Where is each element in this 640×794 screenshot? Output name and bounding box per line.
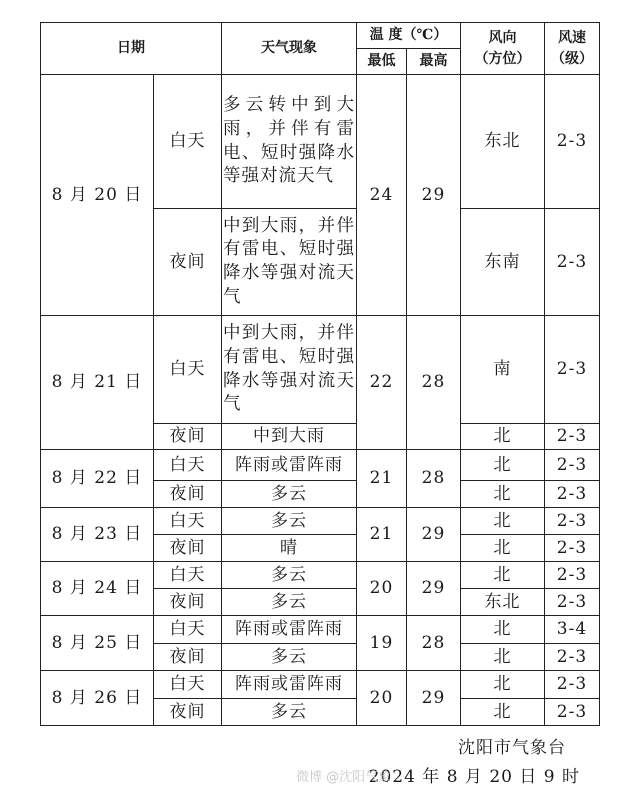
min-temp-cell-text: 22 [369, 372, 394, 393]
min-temp-cell [357, 616, 407, 671]
header-wind-direction [461, 23, 545, 75]
watermark: 微博 @沈阳气象 [296, 770, 392, 785]
header-wind-speed-unit: （级） [551, 50, 593, 67]
period-cell-text: 夜间 [169, 251, 206, 272]
period-cell [154, 671, 222, 699]
weather-cell [222, 316, 357, 424]
wind-speed-cell-text: 2-3 [556, 591, 588, 612]
min-temp-cell [357, 450, 407, 508]
wind-direction-cell [461, 481, 545, 508]
period-cell-text: 夜间 [169, 537, 206, 558]
issuing-organization: 沈阳市气象台 [458, 738, 566, 758]
table-row [41, 562, 600, 589]
min-temp-cell-text: 21 [369, 524, 394, 545]
weather-cell-text: 中到大雨，并伴有雷电、短时强降水等强对流天气 [223, 215, 355, 307]
min-temp-cell [357, 671, 407, 726]
weather-cell-text: 多云 [271, 591, 307, 612]
weather-cell [222, 589, 357, 616]
wind-direction-cell-text: 北 [493, 564, 512, 585]
wind-direction-cell [461, 209, 545, 316]
min-temp-cell-text: 20 [369, 578, 394, 599]
date-cell-text: 8 月 21 日 [51, 372, 143, 393]
wind-direction-cell-text: 东南 [484, 251, 521, 272]
wind-speed-cell [545, 450, 600, 481]
wind-speed-cell-text: 2-3 [556, 537, 588, 558]
header-min-temp: 最低 [357, 49, 407, 75]
wind-direction-cell-text: 北 [493, 646, 512, 667]
wind-direction-cell [461, 616, 545, 644]
table-row [41, 616, 600, 644]
wind-direction-cell-text: 北 [493, 426, 512, 447]
wind-speed-cell [545, 616, 600, 644]
header-wind-direction-unit: （方位） [474, 50, 531, 67]
period-cell [154, 75, 222, 209]
wind-direction-cell [461, 644, 545, 671]
date-cell-text: 8 月 20 日 [51, 184, 143, 205]
table-row [41, 508, 600, 535]
wind-speed-cell [545, 644, 600, 671]
period-cell-text: 夜间 [169, 701, 206, 722]
wind-speed-cell [545, 481, 600, 508]
wind-speed-cell-text: 2-3 [556, 426, 588, 447]
period-cell-text: 白天 [169, 131, 206, 152]
wind-direction-cell [461, 75, 545, 209]
wind-speed-cell-text: 2-3 [556, 131, 588, 152]
period-cell-text: 夜间 [169, 426, 206, 447]
forecast-body [41, 75, 600, 726]
wind-direction-cell-text: 东北 [484, 131, 521, 152]
weather-cell [222, 616, 357, 644]
max-temp-cell-text: 29 [421, 524, 446, 545]
weather-cell [222, 450, 357, 481]
wind-direction-cell-text: 北 [493, 454, 512, 475]
wind-direction-cell-text: 北 [493, 674, 512, 695]
wind-speed-cell-text: 2-3 [556, 564, 588, 585]
period-cell-text: 夜间 [169, 483, 206, 504]
weather-cell-text: 阵雨或雷阵雨 [235, 454, 343, 475]
wind-direction-cell [461, 589, 545, 616]
period-cell-text: 夜间 [169, 646, 206, 667]
wind-speed-cell [545, 671, 600, 699]
weather-cell [222, 671, 357, 699]
weather-cell-text: 多云 [271, 646, 307, 667]
period-cell [154, 535, 222, 562]
period-cell-text: 白天 [169, 359, 206, 380]
wind-direction-cell-text: 北 [493, 510, 512, 531]
wind-speed-cell-text: 2-3 [556, 646, 588, 667]
period-cell-text: 白天 [169, 454, 206, 475]
issue-time: 2024 年 8 月 20 日 9 时 [368, 767, 580, 787]
date-cell-text: 8 月 22 日 [51, 468, 143, 489]
table-row [41, 316, 600, 424]
min-temp-cell-text: 24 [369, 184, 394, 205]
period-cell-text: 白天 [169, 510, 206, 531]
date-cell-text: 8 月 23 日 [51, 524, 143, 545]
min-temp-cell [357, 562, 407, 616]
min-temp-cell-text: 21 [369, 468, 394, 489]
period-cell [154, 450, 222, 481]
max-temp-cell [407, 75, 461, 316]
date-cell-text: 8 月 25 日 [51, 632, 143, 653]
wind-speed-cell-text: 2-3 [556, 251, 588, 272]
period-cell-text: 白天 [169, 619, 206, 640]
period-cell-text: 白天 [169, 564, 206, 585]
weather-cell [222, 699, 357, 726]
min-temp-cell [357, 508, 407, 562]
period-cell-text: 白天 [169, 674, 206, 695]
weather-cell-text: 阵雨或雷阵雨 [235, 674, 343, 695]
date-cell [41, 508, 154, 562]
header-wind-speed-label: 风速 [558, 29, 586, 46]
weather-cell-text: 多云 [271, 483, 307, 504]
wind-direction-cell [461, 316, 545, 424]
wind-speed-cell-text: 2-3 [556, 674, 588, 695]
max-temp-cell [407, 316, 461, 450]
header-max-temp: 最高 [407, 49, 461, 75]
weather-cell-text: 晴 [280, 537, 298, 558]
wind-direction-cell [461, 671, 545, 699]
period-cell [154, 562, 222, 589]
date-cell [41, 75, 154, 316]
wind-direction-cell [461, 424, 545, 450]
wind-direction-cell-text: 北 [493, 537, 512, 558]
weather-cell [222, 209, 357, 316]
weather-cell-text: 中到大雨 [253, 426, 325, 447]
weather-cell [222, 562, 357, 589]
wind-speed-cell-text: 3-4 [556, 619, 588, 640]
date-cell-text: 8 月 26 日 [51, 687, 143, 708]
date-cell [41, 450, 154, 508]
header-wind-speed [545, 23, 600, 75]
wind-direction-cell-text: 南 [493, 359, 512, 380]
min-temp-cell [357, 316, 407, 450]
weather-cell-text: 多云 [271, 510, 307, 531]
max-temp-cell [407, 616, 461, 671]
max-temp-cell-text: 29 [421, 578, 446, 599]
wind-speed-cell-text: 2-3 [556, 701, 588, 722]
header-temperature: 温 度（℃） [357, 23, 461, 49]
wind-speed-cell [545, 424, 600, 450]
weather-cell-text: 中到大雨，并伴有雷电、短时强降水等强对流天气 [223, 323, 355, 415]
date-cell [41, 562, 154, 616]
max-temp-cell [407, 450, 461, 508]
weather-cell-text: 多云转中到大雨，并伴有雷电、短时强降水等强对流天气 [223, 95, 355, 187]
wind-speed-cell-text: 2-3 [556, 510, 588, 531]
wind-speed-cell [545, 75, 600, 209]
wind-speed-cell [545, 699, 600, 726]
wind-speed-cell [545, 562, 600, 589]
wind-speed-cell-text: 2-3 [556, 359, 588, 380]
wind-speed-cell-text: 2-3 [556, 454, 588, 475]
wind-direction-cell [461, 699, 545, 726]
max-temp-cell [407, 671, 461, 726]
weather-cell [222, 75, 357, 209]
wind-speed-cell-text: 2-3 [556, 483, 588, 504]
period-cell [154, 589, 222, 616]
weather-cell [222, 535, 357, 562]
wind-speed-cell [545, 508, 600, 535]
max-temp-cell-text: 29 [421, 184, 446, 205]
min-temp-cell-text: 19 [369, 632, 394, 653]
wind-direction-cell [461, 562, 545, 589]
table-row [41, 671, 600, 699]
header-wind-direction-label: 风向 [488, 29, 517, 46]
wind-direction-cell-text: 东北 [484, 591, 521, 612]
max-temp-cell-text: 29 [421, 687, 446, 708]
wind-speed-cell [545, 209, 600, 316]
wind-speed-cell [545, 589, 600, 616]
wind-speed-cell [545, 316, 600, 424]
table-row [41, 450, 600, 481]
period-cell [154, 481, 222, 508]
period-cell [154, 316, 222, 424]
min-temp-cell [357, 75, 407, 316]
wind-direction-cell-text: 北 [493, 619, 512, 640]
period-cell-text: 夜间 [169, 591, 206, 612]
table-row [41, 75, 600, 209]
period-cell [154, 616, 222, 644]
weather-cell [222, 644, 357, 671]
max-temp-cell [407, 562, 461, 616]
wind-speed-cell [545, 535, 600, 562]
weather-cell [222, 424, 357, 450]
date-cell [41, 316, 154, 450]
max-temp-cell-text: 28 [421, 468, 446, 489]
max-temp-cell-text: 28 [421, 632, 446, 653]
period-cell [154, 508, 222, 535]
max-temp-cell-text: 28 [421, 372, 446, 393]
period-cell [154, 209, 222, 316]
period-cell [154, 699, 222, 726]
wind-direction-cell-text: 北 [493, 701, 512, 722]
header-weather: 天气现象 [222, 23, 357, 75]
weather-cell [222, 481, 357, 508]
wind-direction-cell-text: 北 [493, 483, 512, 504]
max-temp-cell [407, 508, 461, 562]
date-cell [41, 671, 154, 726]
min-temp-cell-text: 20 [369, 687, 394, 708]
weather-cell [222, 508, 357, 535]
wind-direction-cell [461, 450, 545, 481]
date-cell [41, 616, 154, 671]
weather-cell-text: 阵雨或雷阵雨 [235, 619, 343, 640]
period-cell [154, 644, 222, 671]
weather-cell-text: 多云 [271, 701, 307, 722]
weather-cell-text: 多云 [271, 564, 307, 585]
forecast-table [40, 22, 600, 726]
wind-direction-cell [461, 508, 545, 535]
header-date: 日期 [41, 23, 222, 75]
period-cell [154, 424, 222, 450]
wind-direction-cell [461, 535, 545, 562]
date-cell-text: 8 月 24 日 [51, 578, 143, 599]
